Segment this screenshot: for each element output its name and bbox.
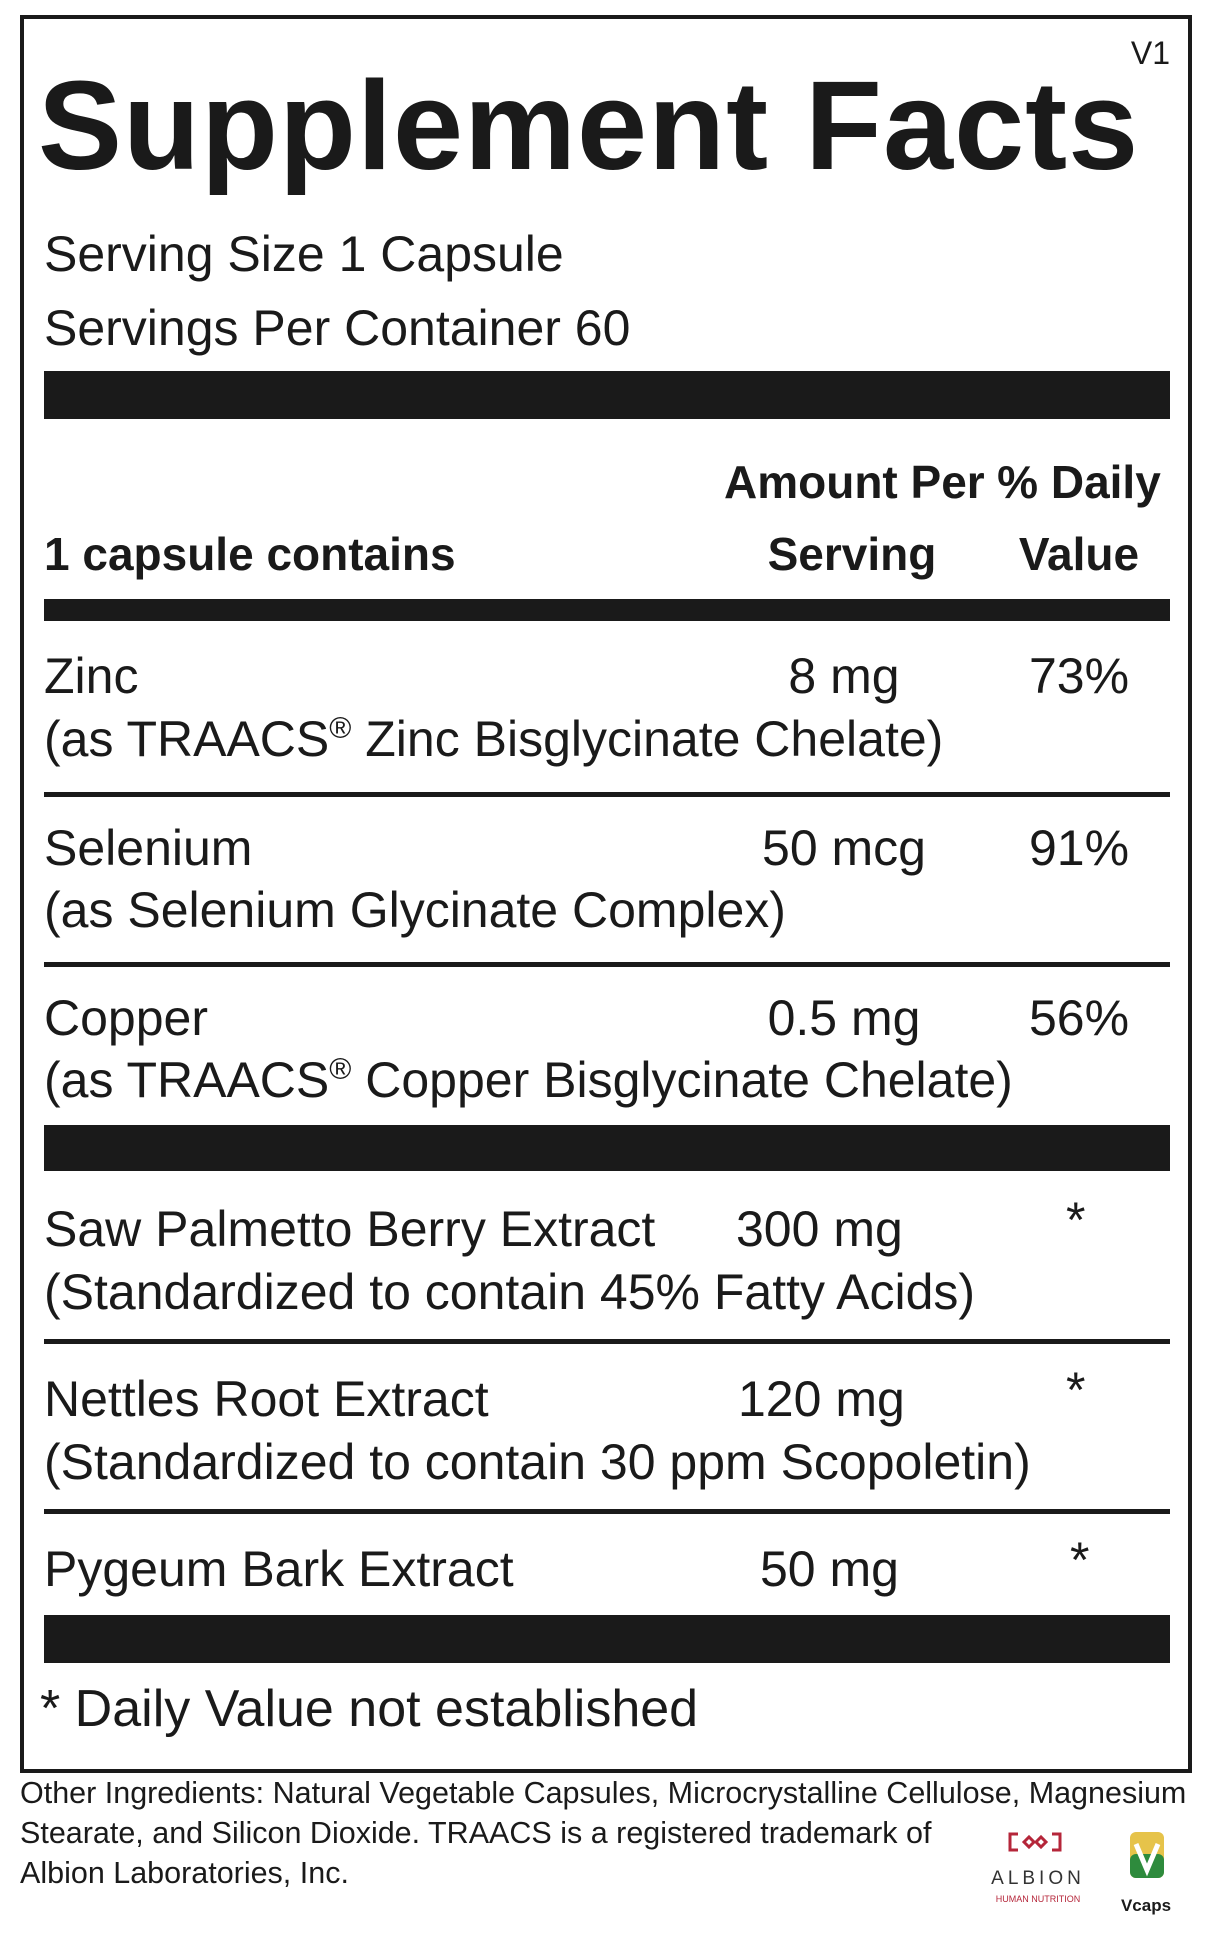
extract-dv-pygeum-bark: *: [1070, 1532, 1090, 1588]
extract-detail-nettles-root: (Standardized to contain 30 ppm Scopoletin): [44, 1434, 1031, 1490]
nutrient-name-copper: Copper: [44, 990, 208, 1046]
thick-divider: [44, 371, 1170, 419]
nutrient-dv-zinc: 73%: [1028, 648, 1130, 704]
nutrient-name-zinc: Zinc: [44, 648, 139, 704]
extract-amount-saw-palmetto: 300 mg: [736, 1201, 903, 1257]
albion-tagline: HUMAN NUTRITION: [995, 1894, 1081, 1904]
contains-header: 1 capsule contains: [44, 528, 456, 580]
dv-header-line1: % Daily: [997, 456, 1161, 508]
albion-name: ALBION: [991, 1868, 1085, 1889]
nutrient-amount-copper: 0.5 mg: [767, 990, 921, 1046]
other-ingredients-line: Stearate, and Silicon Dioxide. TRAACS is a registered trademark of: [20, 1816, 932, 1850]
vcaps-name: Vcaps: [1120, 1896, 1172, 1915]
dv-header-line2: Value: [1018, 528, 1140, 580]
serving-size: Serving Size 1 Capsule: [44, 226, 564, 282]
page-title: Supplement Facts: [38, 55, 1140, 196]
vcaps-logo: [1096, 1826, 1196, 1926]
nutrient-source-copper: (as TRAACS® Copper Bisglycinate Chelate): [44, 1052, 1013, 1108]
daily-value-footnote: * Daily Value not established: [40, 1680, 699, 1738]
header-divider: [44, 599, 1170, 621]
extract-name-pygeum-bark: Pygeum Bark Extract: [44, 1541, 514, 1597]
thick-divider: [44, 1615, 1170, 1663]
extract-dv-nettles-root: *: [1066, 1362, 1086, 1418]
servings-per-container: Servings Per Container 60: [44, 300, 631, 356]
thick-divider: [44, 1125, 1170, 1171]
extract-name-saw-palmetto: Saw Palmetto Berry Extract: [44, 1201, 656, 1257]
extract-name-nettles-root: Nettles Root Extract: [44, 1371, 489, 1427]
amount-header-line1: Amount Per: [724, 456, 985, 508]
extract-amount-pygeum-bark: 50 mg: [760, 1541, 899, 1597]
row-divider: [44, 962, 1170, 967]
row-divider: [44, 1509, 1170, 1514]
nutrient-dv-selenium: 91%: [1028, 820, 1130, 876]
vcaps-logo-icon: [1096, 1826, 1196, 1900]
extract-amount-nettles-root: 120 mg: [738, 1371, 905, 1427]
row-divider: [44, 1339, 1170, 1344]
row-divider: [44, 792, 1170, 797]
other-ingredients-line: Albion Laboratories, Inc.: [20, 1856, 349, 1890]
extract-dv-saw-palmetto: *: [1066, 1192, 1086, 1248]
nutrient-amount-selenium: 50 mcg: [762, 820, 926, 876]
supplement-facts-panel: [20, 15, 1192, 1773]
nutrient-source-selenium: (as Selenium Glycinate Complex): [44, 882, 786, 938]
version-label: V1: [1130, 35, 1170, 71]
extract-detail-saw-palmetto: (Standardized to contain 45% Fatty Acids): [44, 1264, 976, 1320]
nutrient-source-zinc: (as TRAACS® Zinc Bisglycinate Chelate): [44, 711, 944, 767]
amount-header-line2: Serving: [767, 528, 937, 580]
nutrient-amount-zinc: 8 mg: [788, 648, 900, 704]
nutrient-name-selenium: Selenium: [44, 820, 253, 876]
albion-logo: [978, 1822, 1098, 1918]
nutrient-dv-copper: 56%: [1028, 990, 1130, 1046]
other-ingredients-line: Other Ingredients: Natural Vegetable Capsules, Microcrystalline Cellulose, Magnesium: [20, 1776, 1187, 1810]
